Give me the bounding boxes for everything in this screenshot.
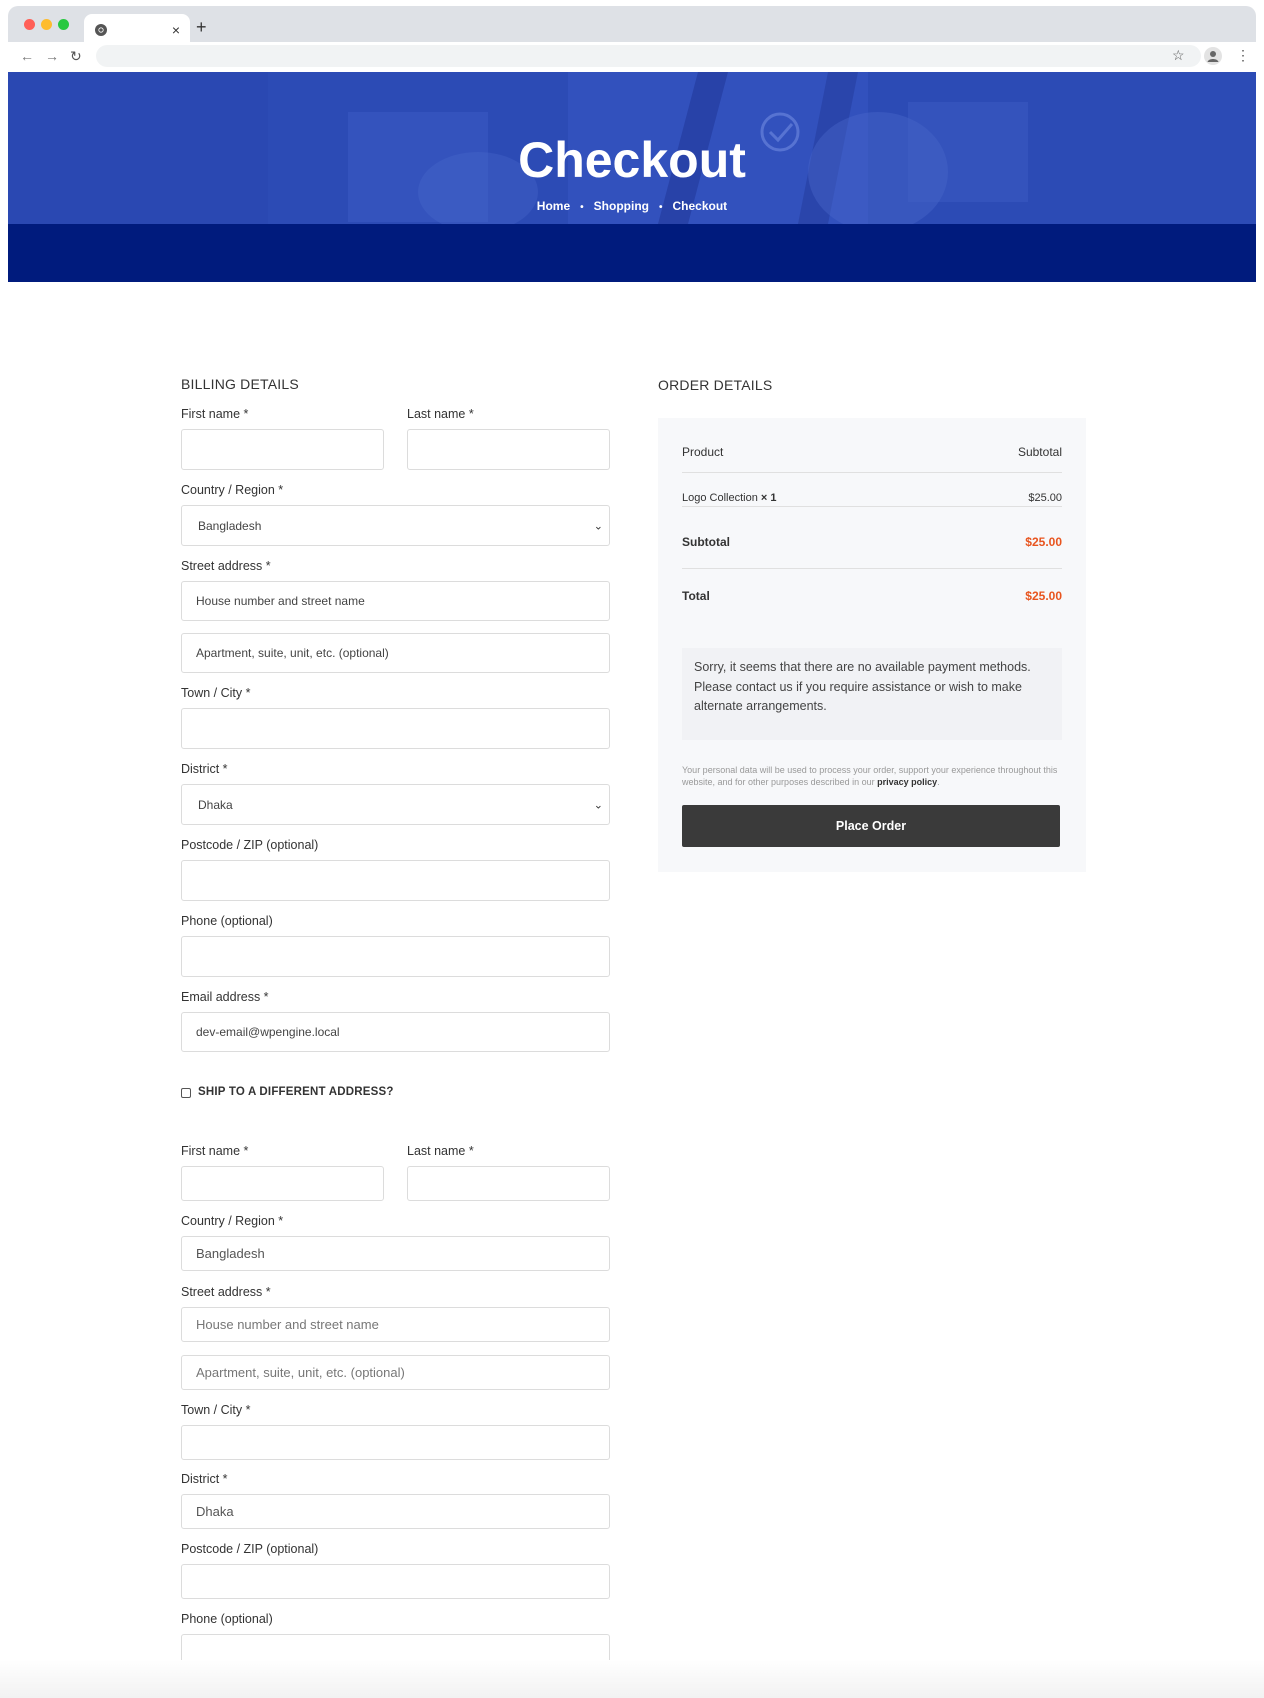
shipping-postcode-input[interactable] [181,1564,610,1599]
shipping-last-name-label: Last name * [407,1144,474,1158]
billing-country-value: Bangladesh [198,518,262,533]
close-window-icon[interactable] [24,19,35,30]
page-title: Checkout [518,132,746,188]
ship-different-label[interactable]: SHIP TO A DIFFERENT ADDRESS? [198,1086,394,1098]
privacy-period: . [937,776,940,787]
shipping-phone-label: Phone (optional) [181,1612,273,1626]
billing-country-label: Country / Region * [181,483,284,497]
shipping-last-name-input[interactable] [407,1166,610,1201]
order-header-row [682,445,1062,459]
chevron-down-icon: ⌄ [593,520,603,532]
browser-menu-icon[interactable]: ⋮ [1236,47,1250,63]
ship-different-checkbox[interactable] [181,1088,191,1098]
billing-district-select[interactable] [181,784,610,825]
order-item-qty: × 1 [760,492,777,504]
divider [682,506,1062,507]
billing-first-name-input[interactable] [181,429,384,470]
billing-street-input[interactable] [181,581,610,621]
browser-toolbar [8,42,1256,72]
order-total-row [682,589,1062,603]
minimize-window-icon[interactable] [41,19,52,30]
billing-town-label: Town / City * [181,686,251,700]
shipping-district-label: District * [181,1472,228,1486]
order-total-value: $25.00 [1025,589,1062,603]
billing-postcode-input[interactable] [181,860,610,901]
browser-chrome [8,6,1256,72]
shipping-apartment-input[interactable] [181,1355,610,1390]
order-subtotal-value: $25.00 [1025,535,1062,549]
billing-country-select[interactable] [181,505,610,546]
order-details-title: ORDER DETAILS [658,377,773,393]
address-bar[interactable] [96,45,1201,67]
shipping-street-input[interactable] [181,1307,610,1342]
chrome-favicon-icon [94,23,108,37]
divider [682,472,1062,473]
maximize-window-icon[interactable] [58,19,69,30]
order-col-subtotal: Subtotal [1017,445,1062,459]
billing-phone-input[interactable] [181,936,610,977]
billing-email-input[interactable] [181,1012,610,1052]
order-total-label: Total [682,589,710,603]
new-tab-icon[interactable]: + [196,17,207,37]
shipping-apartment-placeholder: Apartment, suite, unit, etc. (optional) [196,1365,405,1380]
bookmark-star-icon[interactable]: ☆ [1172,47,1185,63]
privacy-notice [682,765,1062,788]
billing-postcode-label: Postcode / ZIP (optional) [181,838,319,852]
shipping-town-label: Town / City * [181,1403,251,1417]
chevron-down-icon: ⌄ [593,799,603,811]
shipping-postcode-label: Postcode / ZIP (optional) [181,1542,319,1556]
order-item-name: Logo Collection [682,492,758,504]
place-order-button[interactable]: Place Order [682,805,1060,847]
shipping-first-name-label: First name * [181,1144,249,1158]
breadcrumb-separator: • [658,202,663,213]
back-icon[interactable]: ← [20,48,34,64]
billing-phone-label: Phone (optional) [181,914,273,928]
forward-icon[interactable]: → [45,48,59,64]
breadcrumb-current: Checkout [672,199,728,213]
profile-avatar-icon[interactable] [1204,47,1222,65]
order-col-product: Product [682,445,724,459]
privacy-text: Your personal data will be used to process your order, support your experience throughout this website, and for other purposes described in our [682,765,1058,787]
reload-icon[interactable]: ↻ [70,48,82,64]
shipping-country-value: Bangladesh [196,1246,265,1261]
shipping-country-select[interactable] [181,1236,610,1271]
tab-close-icon[interactable]: × [171,22,180,38]
shipping-district-value: Dhaka [196,1504,234,1519]
hero-band [8,224,1256,282]
order-item-price: $25.00 [1028,492,1062,504]
billing-email-label: Email address * [181,990,269,1004]
hero-banner [8,72,1256,224]
billing-street-placeholder: House number and street name [196,594,365,608]
billing-details-title: BILLING DETAILS [181,376,299,392]
order-subtotal-label: Subtotal [682,535,730,549]
billing-email-value: dev-email@wpengine.local [196,1025,340,1039]
shipping-country-label: Country / Region * [181,1214,284,1228]
billing-apartment-placeholder: Apartment, suite, unit, etc. (optional) [196,646,389,660]
page-bottom-fade [0,1660,1264,1698]
breadcrumb-separator: • [580,202,584,213]
billing-last-name-label: Last name * [407,407,474,421]
billing-district-label: District * [181,762,228,776]
divider [682,568,1062,569]
billing-district-value: Dhaka [198,797,233,812]
shipping-town-input[interactable] [181,1425,610,1460]
breadcrumb-shopping[interactable]: Shopping [593,199,649,213]
shipping-street-label: Street address * [181,1285,271,1299]
shipping-street-placeholder: House number and street name [196,1317,379,1332]
order-item-row [682,492,1062,504]
billing-last-name-input[interactable] [407,429,610,470]
breadcrumb-home[interactable]: Home [536,199,571,213]
billing-street-label: Street address * [181,559,271,573]
order-subtotal-row [682,535,1062,549]
payment-notice: Sorry, it seems that there are no available payment methods. Please contact us if you require assistance or wish to make alternate arrangements. [682,648,1062,740]
billing-first-name-label: First name * [181,407,249,421]
order-summary-panel [658,418,1086,872]
billing-apartment-input[interactable] [181,633,610,673]
billing-town-input[interactable] [181,708,610,749]
shipping-first-name-input[interactable] [181,1166,384,1201]
shipping-district-select[interactable] [181,1494,610,1529]
breadcrumb [8,198,1256,216]
privacy-policy-link[interactable]: privacy policy [877,776,938,787]
